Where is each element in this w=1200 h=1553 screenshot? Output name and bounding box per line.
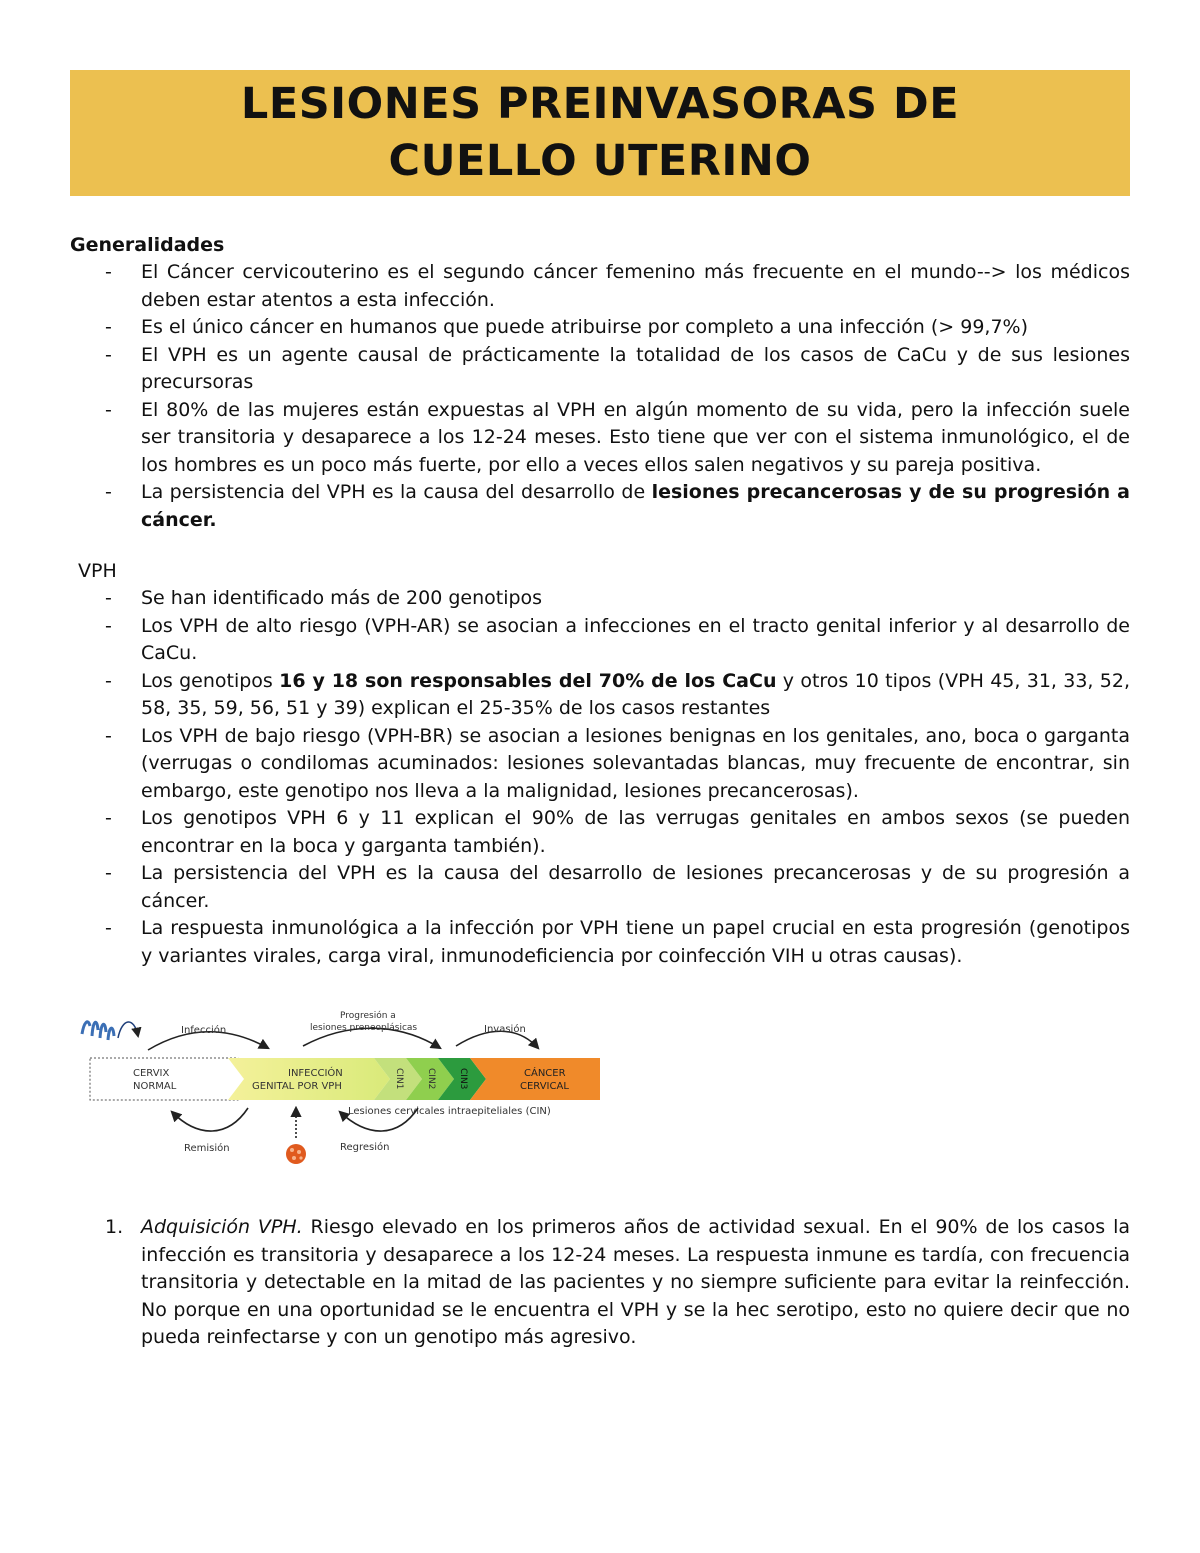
cervix-label-2: NORMAL [133, 1081, 177, 1092]
cervix-label-1: CERVIX [133, 1068, 170, 1079]
infeccion-box-label-2: GENITAL POR VPH [252, 1081, 342, 1092]
remission-arrow [172, 1108, 248, 1131]
list-item: - El 80% de las mujeres están expuestas al VPH en algún momento de su vida, pero la infección suele ser transitoria y desaparece a los 12-24 meses. Esto tiene que ver con el sistema inmunológico, el de los hombres es un poco más fuerte, por ello a veces ellos salen negativos y su pareja positiva. [105, 398, 1130, 476]
stages-list [70, 1214, 1130, 1352]
generalidades-list [70, 259, 1130, 534]
infection-box [228, 1058, 390, 1100]
infeccion-box-label-1: INFECCIÓN [288, 1068, 343, 1079]
bold-text: lesiones precancerosas y de su progresión a cáncer. [141, 481, 1130, 531]
generalidades-heading: Generalidades [70, 234, 225, 256]
list-item: 1. Adquisición VPH. Riesgo elevado en los primeros años de actividad sexual. En el 90% de los casos la infección es transitoria y desaparece a los 12-24 meses. La respuesta inmune es tardía, con frecuencia transitoria y detectable en la mitad de las pacientes y no siempre suficiente para evitar la reinfección. No porque en una oportunidad se le encuentra el VPH y se la hec serotipo, esto no quiere decir que no pueda reinfectarse y con un genotipo más agresivo. [105, 1216, 1130, 1348]
vph-list [70, 585, 1130, 970]
page-title-line-2: CUELLO UTERINO [388, 136, 812, 186]
cancer-label-1: CÁNCER [524, 1068, 566, 1079]
lesiones-cin-label: Lesiones cervicales intraepiteliales (CIN) [348, 1106, 551, 1117]
document-page [70, 70, 1130, 1352]
page-title-line-1: LESIONES PREINVASORAS DE [240, 79, 960, 129]
list-item: - La respuesta inmunológica a la infección por VPH tiene un papel crucial en esta progresión (genotipos y variantes virales, carga viral, inmunodeficiencia por coinfección VIH u otras causas). [105, 917, 1130, 967]
list-item: - El VPH es un agente causal de prácticamente la totalidad de los casos de CaCu y de sus lesiones precursoras [105, 343, 1130, 393]
title-banner [70, 70, 1130, 196]
bold-text: 16 y 18 son responsables del 70% de los CaCu [279, 669, 777, 692]
list-item: - La persistencia del VPH es la causa del desarrollo de lesiones precancerosas y de su progresión a cáncer. [105, 862, 1130, 912]
infeccion-label: Infección [181, 1025, 227, 1036]
immune-cell-icon [286, 1144, 306, 1164]
list-item: - Los genotipos 16 y 18 son responsables del 70% de los CaCu y otros 10 tipos (VPH 45, 31, 33, 52, 58, 35, 59, 56, 51 y 39) explican el 25-35% de los casos restantes [105, 669, 1130, 719]
list-item: - Se han identificado más de 200 genotipos [105, 587, 543, 609]
cancer-label-2: CERVICAL [520, 1081, 569, 1092]
cin3-label: CIN3 [458, 1068, 468, 1090]
list-item: - El Cáncer cervicouterino es el segundo cáncer femenino más frecuente en el mundo--> los médicos deben estar atentos a esta infección. [105, 261, 1130, 311]
vph-heading: VPH [78, 560, 117, 582]
hpv-progression-diagram [78, 1008, 608, 1178]
remision-label: Remisión [184, 1143, 230, 1154]
list-item: - La persistencia del VPH es la causa del desarrollo de lesiones precancerosas y de su progresión a cáncer. [105, 481, 1130, 531]
cin1-label: CIN1 [394, 1068, 404, 1090]
list-item: - Los VPH de alto riesgo (VPH-AR) se asocian a infecciones en el tracto genital inferior y al desarrollo de CaCu. [105, 614, 1130, 664]
list-item: - Es el único cáncer en humanos que puede atribuirse por completo a una infección (> 99,7%) [105, 316, 1028, 338]
progresion-label-2: lesiones preneoplásicas [310, 1023, 418, 1033]
page-title [241, 76, 959, 190]
italic-text: Adquisición VPH. [141, 1216, 303, 1238]
list-item: - Los genotipos VPH 6 y 11 explican el 90% de las verrugas genitales en ambos sexos (se pueden encontrar en la boca y garganta también). [105, 807, 1130, 857]
cin2-label: CIN2 [426, 1068, 436, 1090]
list-item: - Los VPH de bajo riesgo (VPH-BR) se asocian a lesiones benignas en los genitales, ano, boca o garganta (verrugas o condilomas acuminados: lesiones solevantadas blancas, muy frecuente de encontrar, sin embargo, este genotipo nos lleva a la malignidad, lesiones precancerosas). [105, 724, 1130, 802]
progresion-label-1: Progresión a [340, 1011, 396, 1021]
virus-particles-icon [82, 1022, 138, 1040]
cervix-normal-box [90, 1058, 254, 1100]
invasion-label: Invasión [484, 1024, 526, 1035]
regresion-label: Regresión [340, 1142, 390, 1153]
cancer-box [470, 1058, 600, 1100]
